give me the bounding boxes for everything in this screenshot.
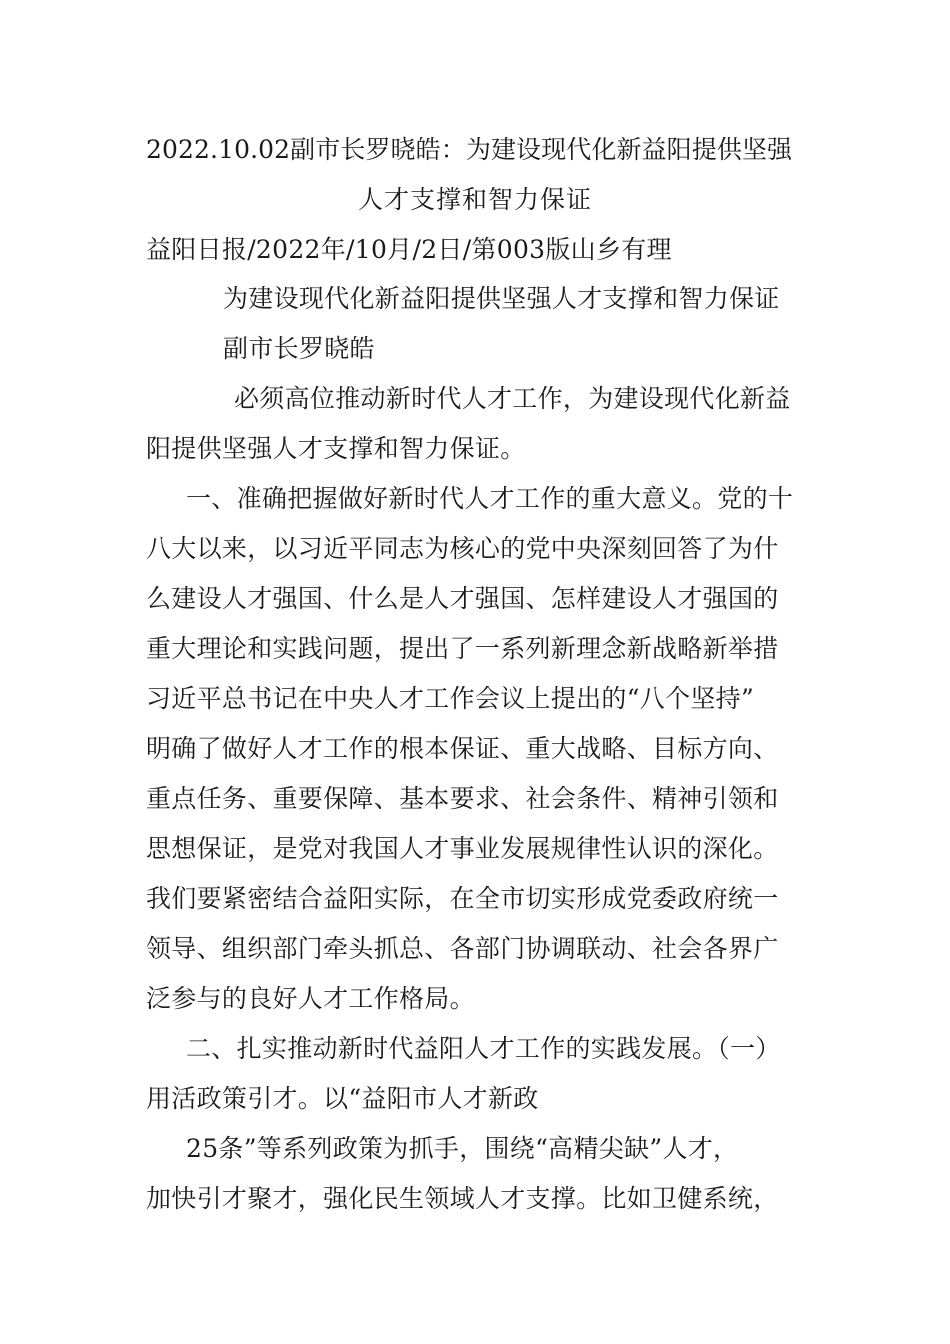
article-author: 副市长罗晓皓 [223,334,375,363]
document-title-line-1: 2022.10.02副市长罗晓皓：为建设现代化新益阳提供坚强 [146,135,793,164]
body-line-3: 一、准确把握做好新时代人才工作的重大意义。党的十 [186,484,794,513]
body-line-8: 明确了做好人才工作的根本保证、重大战略、目标方向、 [146,734,779,763]
body-line-16: 25条”等系列政策为抓手，围绕“高精尖缺”人才， [186,1134,739,1163]
body-line-2: 阳提供坚强人才支撑和智力保证。 [146,434,526,463]
body-line-1: 必须高位推动新时代人才工作，为建设现代化新益 [234,384,791,413]
body-line-5: 么建设人才强国、什么是人才强国、怎样建设人才强国的 [146,584,779,613]
body-line-11: 我们要紧密结合益阳实际，在全市切实形成党委政府统一 [146,884,779,913]
body-line-15: 用活政策引才。以“益阳市人才新政 [146,1084,539,1113]
body-line-10: 思想保证，是党对我国人才事业发展规律性认识的深化。 [146,834,779,863]
source-line: 益阳日报/2022年/10月/2日/第003版山乡有理 [146,235,672,264]
body-line-13: 泛参与的良好人才工作格局。 [146,984,475,1013]
body-line-6: 重大理论和实践问题，提出了一系列新理念新战略新举措 [146,634,779,663]
body-line-9: 重点任务、重要保障、基本要求、社会条件、精神引领和 [146,784,779,813]
document-title-line-2: 人才支撑和智力保证 [358,185,593,214]
body-line-17: 加快引才聚才，强化民生领域人才支撑。比如卫健系统， [146,1184,779,1213]
body-line-7: 习近平总书记在中央人才工作会议上提出的“八个坚持” [146,684,755,713]
body-line-14: 二、扎实推动新时代益阳人才工作的实践发展。（一） [186,1034,781,1063]
body-line-12: 领导、组织部门牵头抓总、各部门协调联动、社会各界广 [146,934,779,963]
article-subtitle: 为建设现代化新益阳提供坚强人才支撑和智力保证 [223,284,780,313]
body-line-4: 八大以来，以习近平同志为核心的党中央深刻回答了为什 [146,534,779,563]
